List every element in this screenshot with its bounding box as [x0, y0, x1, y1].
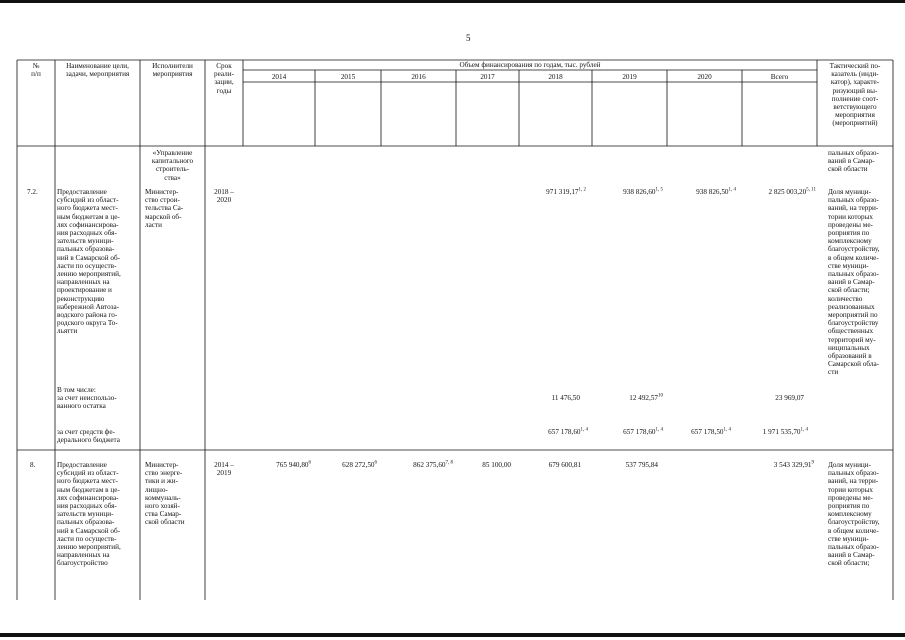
footnote-ref: 10 [658, 393, 663, 399]
header-col-number: № п/п [31, 62, 41, 79]
row-8-term: 2014 – 2019 [214, 461, 234, 478]
row-8-2018: 679 600,81 [548, 461, 581, 469]
footnote-ref: 1, 4 [655, 427, 663, 433]
header-total: Всего [770, 73, 789, 81]
footnote-ref: 1, 4 [728, 187, 736, 193]
header-year-2014: 2014 [271, 73, 287, 81]
footnote-ref: 1, 4 [580, 427, 588, 433]
carry-executor: «Управление капитального строитель- ства» [151, 149, 194, 182]
header-year-2020: 2020 [697, 73, 712, 81]
row-7-2-executor: Министер- ство строи- тельства Са- марской об- ласти [145, 188, 184, 229]
row-7-2-2018: 971 319,17$^{1, 2}$ [546, 187, 586, 196]
row-7-2-sub1-2019: 12 492,57$^{10}$ [629, 393, 663, 402]
row-7-2-term: 2018 – 2020 [214, 188, 234, 205]
row-7-2-total: 2 825 003,20$^{5, 11}$ [768, 187, 816, 196]
footnote-ref: 9 [811, 460, 814, 466]
row-7-2-sub2-label: за счет средств фе- дерального бюджета [57, 428, 120, 445]
row-8-2017: 85 100,00 [482, 461, 511, 469]
row-7-2-number: 7.2. [27, 188, 38, 196]
header-year-2019: 2019 [622, 73, 637, 81]
row-8-2014: 765 940,80$^6$ [276, 460, 311, 469]
row-7-2-sub1-total: 23 969,07 [775, 394, 804, 402]
carry-indicator: пальных образо- ваний в Самар- ской области [828, 149, 879, 174]
row-8-executor: Министер- ство энерге- тики и жи- лищно- коммуналь- ного хозяй- ства Самар- ской области [145, 461, 185, 527]
footnote-ref: 6 [308, 460, 311, 466]
footnote-ref: 1, 4 [800, 427, 808, 433]
row-8-2015: 628 272,50$^6$ [342, 460, 377, 469]
row-8-2016: 862 375,60$^{7, 8}$ [413, 460, 453, 469]
row-8-2019: 537 795,84 [625, 461, 658, 469]
row-8-name: Предоставление субсидий из област- ного бюджета мест- ным бюджетам в це- лях софинансирова- ния расходных обя- зательств муници- пальных образова- ний в Самарской об- ласти по осуществ- лению мероприятий, направленных на благоустройство [57, 461, 121, 568]
row-7-2-indicator: Доля муници- пальных образо- ваний, на терри- тории которых проведены ме- роприятия по комплексному благоустройству, в общем количе- стве муници- пальных образо- ваний в Самар- ской области; количество реализованных мероприятий по благоустройству общественных территорий му- ниципальных образований в Самарской обла- сти [828, 188, 880, 377]
row-7-2-2019: 938 826,60$^{1, 5}$ [623, 187, 663, 196]
footnote-ref: 5, 11 [806, 187, 816, 193]
row-7-2-sub1-label: В том числе: за счет неиспользо- ванного остатка [57, 386, 117, 411]
footnote-ref: 1, 4 [723, 427, 731, 433]
row-7-2-name: Предоставление субсидий из област- ного бюджета мест- ным бюджетам в це- лях софинансирова- ния расходных обя- зательств муници- пальных образова- ний в Самарской об- ласти по осуществ- лению мероприятий, направленных на проектирование и реконструкцию набережной Автоза- водского района го- родского округа То- льятти [57, 188, 121, 336]
row-8-total: 3 543 329,91$^9$ [773, 460, 814, 469]
row-8-indicator: Доля муници- пальных образо- ваний, на терри- тории которых проведены ме- роприятия по комплексному благоустройству, в общем количе- стве муници- пальных образо- ваний в Самар- ской области; [828, 461, 880, 568]
row-7-2-sub2-2018: 657 178,60$^{1, 4}$ [548, 427, 588, 436]
row-8-number: 8. [30, 461, 36, 469]
header-year-2016: 2016 [411, 73, 426, 81]
header-year-2015: 2015 [340, 73, 356, 81]
row-7-2-2020: 938 826,50$^{1, 4}$ [696, 187, 736, 196]
footnote-ref: 1, 5 [655, 187, 663, 193]
header-year-2017: 2017 [480, 73, 495, 81]
header-col-term: Срок реали- зации, годы [214, 62, 234, 95]
bottom-rule [0, 633, 905, 637]
header-col-name: Наименование цели, задачи, мероприятия [65, 62, 130, 79]
row-7-2-sub2-2020: 657 178,50$^{1, 4}$ [691, 427, 731, 436]
header-year-2018: 2018 [548, 73, 563, 81]
footnote-ref: 6 [374, 460, 377, 466]
header-col-indicator: Тактический по- казатель (инди- катор), характе- ризующий вы- полнение соот- ветствующего мероприятия (мероприятий) [829, 62, 881, 128]
row-7-2-sub2-total: 1 971 535,70$^{1, 4}$ [762, 427, 808, 436]
row-7-2-sub1-2018: 11 476,50 [551, 394, 580, 402]
footnote-ref: 1, 2 [578, 187, 586, 193]
header-col-funding: Объем финансирования по годам, тыс. рублей [459, 61, 601, 69]
footnote-ref: 7, 8 [445, 460, 453, 466]
page-number: 5 [466, 33, 471, 43]
row-7-2-sub2-2019: 657 178,60$^{1, 4}$ [623, 427, 663, 436]
header-col-executor: Исполнители мероприятия [152, 62, 193, 79]
